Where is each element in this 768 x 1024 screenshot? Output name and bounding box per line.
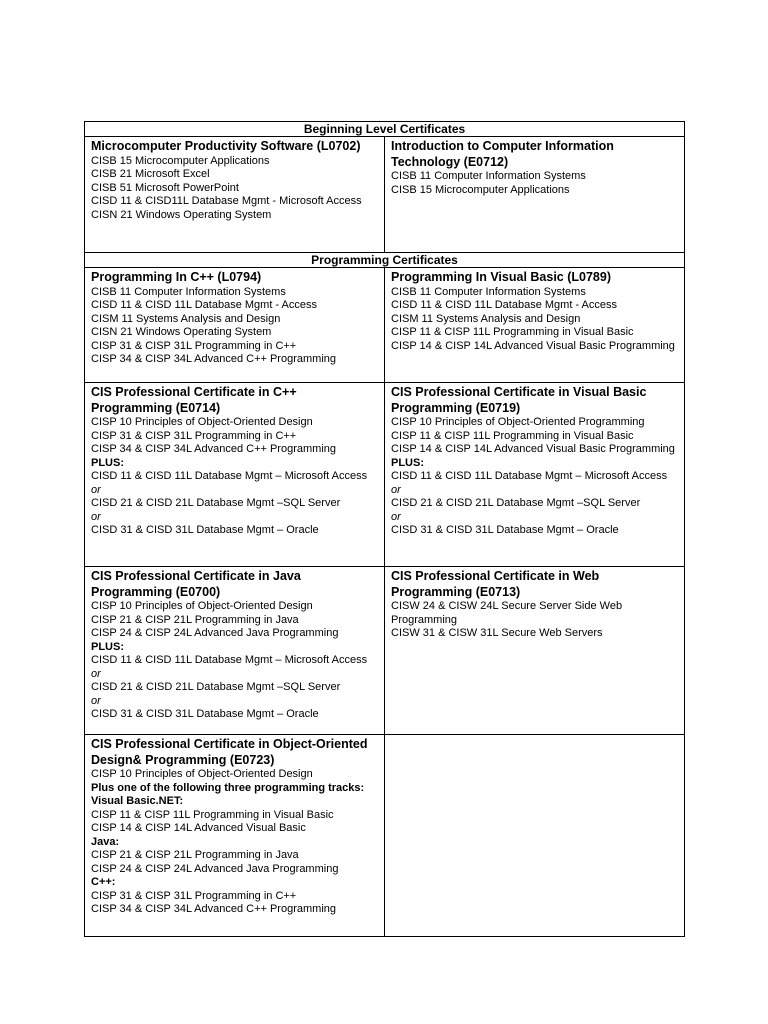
- certificate-row: [85, 268, 684, 382]
- requirement-label: Plus one of the following three programming tracks:: [91, 781, 365, 794]
- course-line: CISD 11 & CISD 11L Database Mgmt – Microsoft Access: [91, 470, 368, 482]
- requirement-label: PLUS:: [91, 640, 124, 653]
- course-line: CISP 10 Principles of Object-Oriented Design: [91, 600, 313, 612]
- requirement-label: PLUS:: [391, 456, 424, 469]
- course-line: CISB 11 Computer Information Systems: [391, 285, 586, 298]
- course-line: CISP 34 & CISP 34L Advanced C++ Programming: [91, 903, 336, 915]
- course-line: CISD 21 & CISD 21L Database Mgmt –SQL Server: [91, 681, 341, 693]
- course-line: CISP 10 Principles of Object-Oriented Design: [91, 416, 313, 428]
- course-line: CISD 11 & CISD 11L Database Mgmt - Access: [391, 299, 617, 311]
- course-line: CISP 14 & CISP 14L Advanced Visual Basic: [91, 822, 306, 834]
- course-line: CISP 11 & CISP 11L Programming in Visual Basic: [91, 808, 334, 821]
- certificate-cell: [85, 383, 385, 566]
- course-line: CISB 15 Microcomputer Applications: [91, 154, 270, 167]
- course-line: CISP 21 & CISP 21L Programming in Java: [91, 613, 299, 626]
- course-line: CISD 31 & CISD 31L Database Mgmt – Oracle: [91, 708, 319, 720]
- or-connector: or: [391, 483, 401, 496]
- requirement-label: Visual Basic.NET:: [91, 795, 184, 807]
- requirement-label: Java:: [91, 835, 120, 848]
- course-line: CISP 14 & CISP 14L Advanced Visual Basic Programming: [391, 339, 675, 352]
- or-connector: or: [391, 510, 401, 523]
- certificate-row: [85, 137, 684, 252]
- course-line: CISD 11 & CISD 11L Database Mgmt - Access: [91, 299, 317, 311]
- course-line: CISP 31 & CISP 31L Programming in C++: [91, 889, 297, 902]
- course-line: CISD 11 & CISD 11L Database Mgmt – Microsoft Access: [391, 470, 668, 482]
- course-line: CISD 21 & CISD 21L Database Mgmt –SQL Server: [91, 497, 341, 509]
- course-line: CISW 24 & CISW 24L Secure Server Side Web Programming: [391, 600, 623, 626]
- course-line: CISP 31 & CISP 31L Programming in C++: [91, 429, 297, 442]
- course-line: CISP 34 & CISP 34L Advanced C++ Programming: [91, 353, 336, 365]
- course-line: CISP 10 Principles of Object-Oriented Design: [91, 768, 313, 780]
- course-line: CISD 11 & CISD11L Database Mgmt - Microsoft Access: [91, 195, 362, 207]
- course-line: CISB 21 Microsoft Excel: [91, 168, 210, 180]
- course-line: CISB 15 Microcomputer Applications: [391, 183, 570, 196]
- certificate-title: CIS Professional Certificate in C++ Programming (E0714): [91, 385, 297, 415]
- course-line: CISM 11 Systems Analysis and Design: [391, 312, 581, 325]
- certificates-table: [84, 121, 685, 937]
- course-line: CISB 51 Microsoft PowerPoint: [91, 181, 239, 194]
- course-line: CISP 14 & CISP 14L Advanced Visual Basic Programming: [391, 443, 675, 455]
- course-line: CISP 24 & CISP 24L Advanced Java Programming: [91, 627, 339, 639]
- course-line: CISP 11 & CISP 11L Programming in Visual Basic: [391, 429, 634, 442]
- or-connector: or: [91, 694, 101, 707]
- certificate-cell: [385, 137, 684, 252]
- course-line: CISP 11 & CISP 11L Programming in Visual Basic: [391, 326, 634, 338]
- certificate-title: CIS Professional Certificate in Java Programming (E0700): [91, 569, 301, 599]
- certificate-title: Introduction to Computer Information Technology (E0712): [391, 139, 614, 169]
- certificate-row: [85, 382, 684, 566]
- certificate-cell: [85, 735, 385, 936]
- course-line: CISD 21 & CISD 21L Database Mgmt –SQL Server: [391, 497, 641, 509]
- certificate-cell: [385, 735, 684, 936]
- certificate-cell: [385, 567, 684, 734]
- or-connector: or: [91, 510, 101, 523]
- course-line: CISP 21 & CISP 21L Programming in Java: [91, 849, 299, 861]
- course-line: CISB 11 Computer Information Systems: [391, 170, 586, 182]
- or-connector: or: [91, 483, 101, 496]
- certificate-cell: [385, 268, 684, 382]
- course-line: CISW 31 & CISW 31L Secure Web Servers: [391, 627, 603, 639]
- certificate-title: CIS Professional Certificate in Object-Oriented Design& Programming (E0723): [91, 737, 368, 767]
- requirement-label: C++:: [91, 876, 116, 888]
- section-heading: Beginning Level Certificates: [85, 122, 684, 137]
- or-connector: or: [91, 667, 101, 680]
- course-line: CISP 31 & CISP 31L Programming in C++: [91, 339, 297, 352]
- section-heading: Programming Certificates: [85, 252, 684, 268]
- certificate-row: [85, 566, 684, 734]
- course-line: CISD 11 & CISD 11L Database Mgmt – Microsoft Access: [91, 654, 368, 666]
- certificate-cell: [85, 567, 385, 734]
- course-line: CISD 31 & CISD 31L Database Mgmt – Oracle: [91, 524, 319, 536]
- certificate-row: [85, 734, 684, 936]
- course-line: CISN 21 Windows Operating System: [91, 208, 272, 221]
- course-line: CISP 10 Principles of Object-Oriented Programming: [391, 416, 645, 428]
- certificate-title: Programming In C++ (L0794): [91, 270, 262, 284]
- course-line: CISM 11 Systems Analysis and Design: [91, 312, 281, 325]
- course-line: CISD 31 & CISD 31L Database Mgmt – Oracle: [391, 524, 619, 536]
- certificate-title: Programming In Visual Basic (L0789): [391, 270, 611, 284]
- certificate-title: Microcomputer Productivity Software (L0702): [91, 139, 361, 153]
- course-line: CISP 34 & CISP 34L Advanced C++ Programming: [91, 443, 336, 455]
- course-line: CISB 11 Computer Information Systems: [91, 285, 286, 298]
- certificate-cell: [85, 268, 385, 382]
- certificate-cell: [85, 137, 385, 252]
- certificate-title: CIS Professional Certificate in Web Programming (E0713): [391, 569, 600, 599]
- course-line: CISP 24 & CISP 24L Advanced Java Programming: [91, 862, 339, 875]
- certificate-cell: [385, 383, 684, 566]
- course-line: CISN 21 Windows Operating System: [91, 326, 272, 338]
- certificate-title: CIS Professional Certificate in Visual Basic Programming (E0719): [391, 385, 647, 415]
- requirement-label: PLUS:: [91, 456, 124, 469]
